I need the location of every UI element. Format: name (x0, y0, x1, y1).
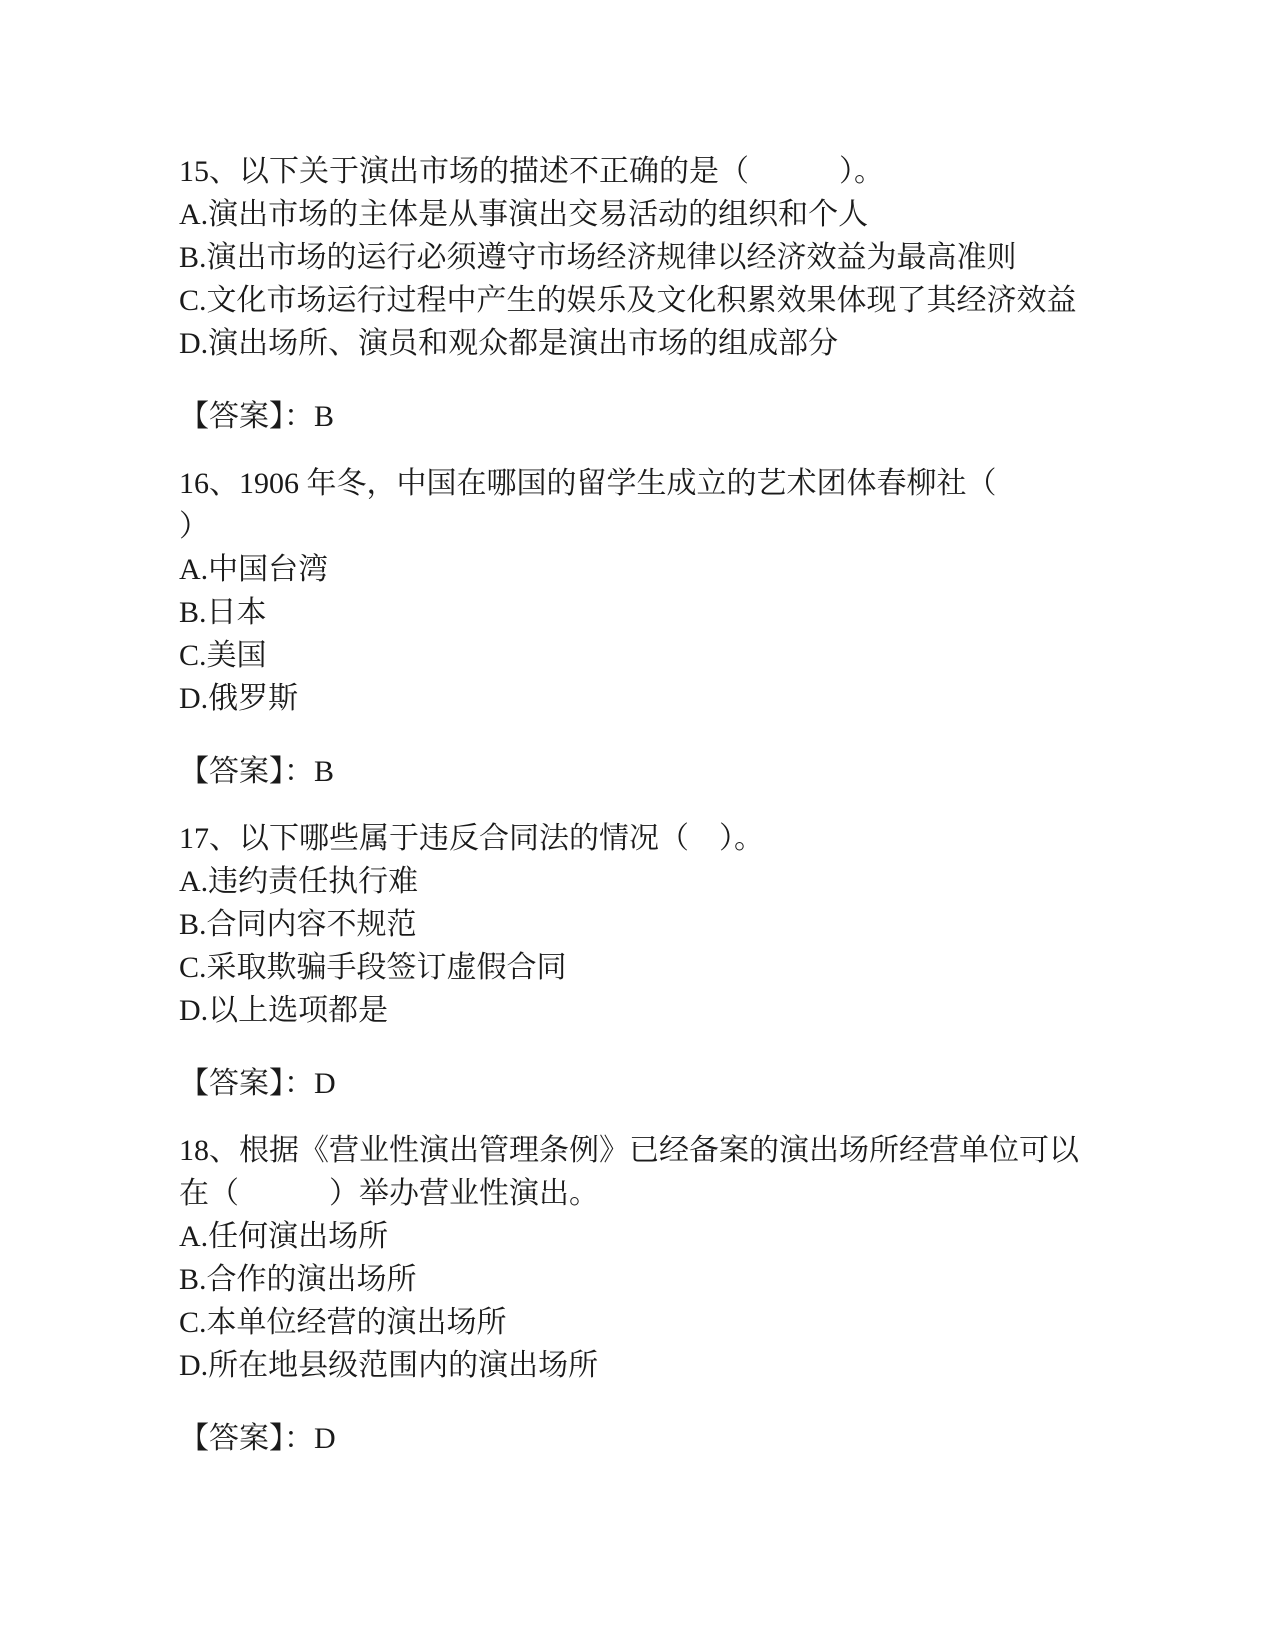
question-block (179, 150, 1175, 438)
answer-line: 【答案】：D (179, 1422, 336, 1455)
option-line: C.采取欺骗手段签订虚假合同 (179, 951, 567, 984)
option-line: D.演出场所、演员和观众都是演出市场的组成部分 (179, 327, 839, 360)
option-line: C.本单位经营的演出场所 (179, 1306, 507, 1339)
option-line: C.美国 (179, 639, 267, 672)
question-stem (179, 817, 1175, 860)
option-line: B.演出市场的运行必须遵守市场经济规律以经济效益为最高准则 (179, 241, 1017, 274)
option-line: D.以上选项都是 (179, 994, 389, 1027)
question-options (179, 1215, 1175, 1387)
option-line: B.日本 (179, 596, 267, 629)
question-stem-line: ） (179, 510, 209, 543)
question-block (179, 462, 1175, 793)
question-stem-line: 15、以下关于演出市场的描述不正确的是（ ）。 (179, 155, 884, 188)
option-line: C.文化市场运行过程中产生的娱乐及文化积累效果体现了其经济效益 (179, 284, 1077, 317)
question-stem (179, 150, 1175, 193)
question-stem-line: 16、1906 年冬，中国在哪国的留学生成立的艺术团体春柳社（ (179, 467, 997, 500)
option-line: B.合作的演出场所 (179, 1263, 417, 1296)
option-line: D.俄罗斯 (179, 682, 299, 715)
option-line: D.所在地县级范围内的演出场所 (179, 1349, 599, 1382)
option-line: A.演出市场的主体是从事演出交易活动的组织和个人 (179, 198, 869, 231)
option-line: A.违约责任执行难 (179, 865, 419, 898)
question-stem (179, 1129, 1175, 1215)
question-stem-line: 在（ ）举办营业性演出。 (179, 1177, 599, 1210)
question-options (179, 860, 1175, 1032)
question-options (179, 548, 1175, 720)
option-line: A.中国台湾 (179, 553, 329, 586)
option-line: B.合同内容不规范 (179, 908, 417, 941)
question-stem-line: 17、以下哪些属于违反合同法的情况（ ）。 (179, 822, 764, 855)
question-options (179, 193, 1175, 365)
question-block (179, 817, 1175, 1105)
option-line: A.任何演出场所 (179, 1220, 389, 1253)
questions-container (179, 150, 1175, 1460)
answer-line: 【答案】：B (179, 400, 335, 433)
question-stem-line: 18、根据《营业性演出管理条例》已经备案的演出场所经营单位可以 (179, 1134, 1079, 1167)
question-stem (179, 462, 1175, 548)
question-block (179, 1129, 1175, 1460)
answer-line: 【答案】：D (179, 1067, 336, 1100)
answer-line: 【答案】：B (179, 755, 335, 788)
